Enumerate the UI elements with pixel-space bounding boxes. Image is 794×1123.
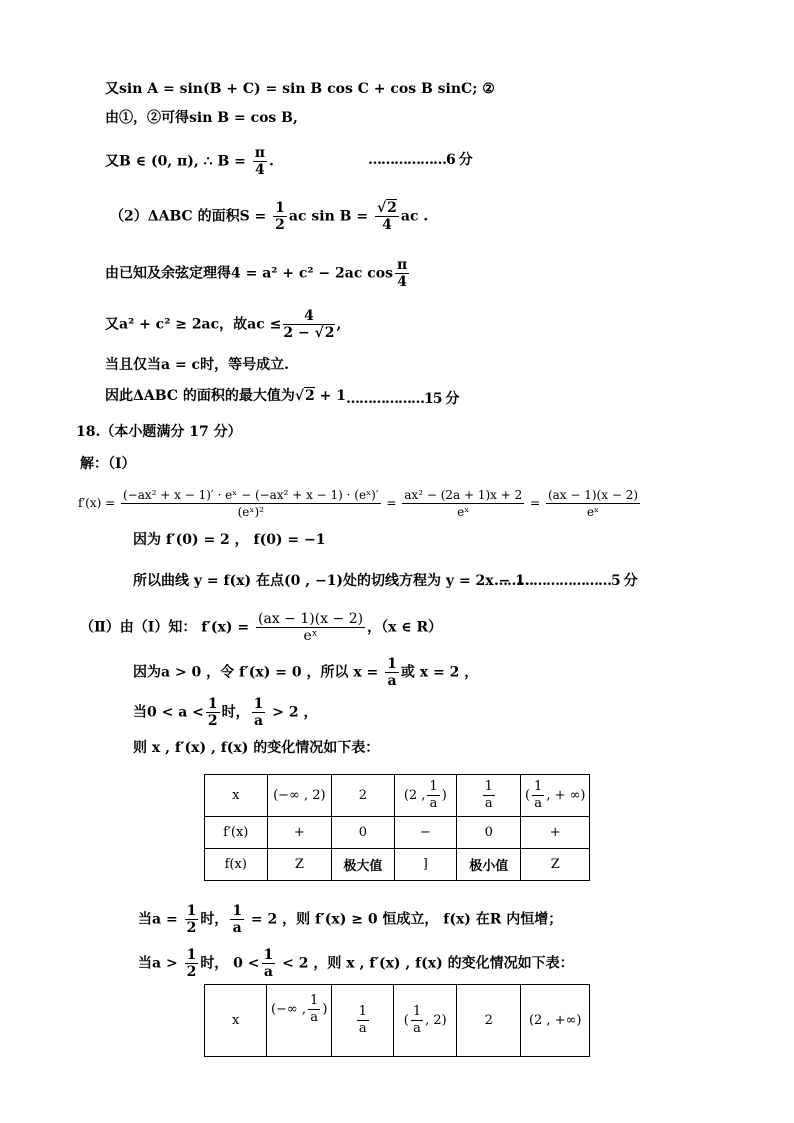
fraction-num: ax² − (2a + 1)x + 2 <box>404 488 523 502</box>
text: ( <box>524 788 531 803</box>
fraction-den: 4 <box>397 274 407 290</box>
score-6: ………………6 分 <box>368 152 472 168</box>
text: 时， <box>221 704 250 721</box>
table-cell <box>457 775 521 817</box>
table-cell: 0 <box>332 817 394 849</box>
text: 又a² + c² ≥ 2ac，故ac ≤ <box>105 316 282 333</box>
fraction-num: 1 <box>207 696 218 712</box>
table-cell: 2 <box>457 985 521 1057</box>
fraction-den: 2 <box>186 964 197 980</box>
root: 2 <box>387 200 397 216</box>
variation-table-2 <box>204 984 590 1057</box>
fraction-num: 1 <box>387 656 397 672</box>
equation-line-5 <box>105 257 411 290</box>
equation-line-19 <box>138 947 574 980</box>
score-15: ………………15 分 <box>346 391 459 407</box>
fraction-num: (−ax² + x − 1)′ · eˣ − (−ax² + x − 1) · (eˣ)′ <box>122 488 379 502</box>
text: 时， <box>200 911 229 928</box>
text: 时， 0 < <box>200 955 260 972</box>
table-cell: − <box>394 817 456 849</box>
text: 当0 < a < <box>133 704 204 721</box>
equation-line-7: 当且仅当a = c时，等号成立. <box>105 357 289 373</box>
fraction-num: 1 <box>186 903 197 919</box>
solution-label: 解：（Ⅰ） <box>80 456 136 472</box>
score-5: ………………………5 分 <box>494 573 637 589</box>
fraction-den: 4 <box>255 162 265 178</box>
text: （Ⅱ）由（Ⅰ）知： f′(x) = <box>80 619 255 636</box>
table-cell: 极大值 <box>332 849 394 881</box>
fraction-num: 1 <box>232 903 243 919</box>
fraction-den: 2 <box>275 217 285 233</box>
table-cell: 0 <box>457 817 521 849</box>
text: = <box>382 496 401 510</box>
equation-line-2: 由①，②可得sin B = cos B, <box>105 110 298 126</box>
table-cell: Z <box>267 849 332 881</box>
table-cell: f(x) <box>205 849 268 881</box>
table-cell <box>394 775 456 817</box>
root: 2 <box>324 325 335 341</box>
fraction-den: a <box>484 796 493 811</box>
table-cell: + <box>267 817 332 849</box>
equation-line-6: 又a² + c² ≥ 2ac，故ac ≤ $\frac{4}{2 - √2}$ , <box>105 308 342 341</box>
fraction-num: 1 <box>263 947 274 963</box>
fraction-num: 1 <box>412 1004 422 1019</box>
equation-line-18 <box>138 903 562 936</box>
table-cell: (2 , +∞) <box>521 985 590 1057</box>
table-cell <box>331 985 394 1057</box>
text: 又B ∈ (0, π), ∴ B = <box>105 153 251 170</box>
fraction-den: a <box>358 1021 367 1036</box>
fraction-den: a <box>387 673 397 689</box>
text: 或 x = 2 ， <box>400 664 479 681</box>
equation-line-1: 又sin A = sin(B + C) = sin B cos C + cos B sinC; ② <box>105 81 495 97</box>
text: (−∞ , <box>270 1002 307 1017</box>
table-cell: ] <box>394 849 456 881</box>
fraction-num: 1 <box>484 779 493 794</box>
text: ( <box>403 1013 409 1028</box>
fraction-num: (ax − 1)(x − 2) <box>258 611 364 627</box>
table-cell: 极小值 <box>457 849 521 881</box>
text: 当a > <box>138 955 183 972</box>
text: ，（x ∈ R） <box>367 619 443 636</box>
fraction-den: eˣ <box>586 505 600 519</box>
equation-line-16 <box>133 696 318 729</box>
text: 当a = <box>138 911 183 928</box>
equation-line-3 <box>105 145 274 178</box>
fraction-den: 2 <box>207 713 218 729</box>
table-cell: + <box>521 817 590 849</box>
fraction-den: 2 <box>186 920 197 936</box>
table-cell: (−∞ , 2) <box>267 775 332 817</box>
text: 因为a > 0 ，令 f′(x) = 0 ，所以 x = <box>133 664 384 681</box>
fraction-den: a <box>310 1010 319 1025</box>
text: 由已知及余弦定理得4 = a² + c² − 2ac cos <box>105 265 393 282</box>
fraction-num: 1 <box>429 779 438 794</box>
fraction-num: 1 <box>358 1004 367 1019</box>
table-cell: Z <box>521 849 590 881</box>
equation-line-4: （2）ΔABC 的面积S = $\frac{1}{2}$ ac sin B = $\frac{√2}{4}$ ac . <box>110 200 429 233</box>
text: , 2) <box>425 1013 447 1028</box>
table-cell <box>267 985 332 1057</box>
fraction-den: (eˣ)² <box>237 505 264 519</box>
text: ) <box>441 788 447 803</box>
text: 因此ΔABC 的面积的最大值为 <box>105 388 295 404</box>
table-cell <box>394 985 457 1057</box>
text: ac sin B = <box>288 208 373 225</box>
fraction-den: 4 <box>382 217 392 233</box>
text: 所以曲线 y = f(x) 在点(0 , −1)处的切线方程为 y = 2x − 1. <box>133 573 530 589</box>
fraction-num: 4 <box>283 308 334 325</box>
fraction-den: a <box>413 1021 421 1036</box>
equation-line-8: 因此ΔABC 的面积的最大值为√2 + 1 <box>105 388 347 404</box>
text: < 2 ，则 x , f′(x) , f(x) 的变化情况如下表： <box>277 955 574 972</box>
table-cell: x <box>205 985 267 1057</box>
fraction-num: 1 <box>253 696 264 712</box>
fraction-den: a <box>263 964 273 980</box>
variation-table-1 <box>204 774 590 881</box>
text: + 1 <box>314 388 347 404</box>
fraction-den: a <box>429 796 438 811</box>
text: （2）ΔABC 的面积S = <box>110 208 272 225</box>
fraction-num: π <box>397 257 408 273</box>
text: , + ∞) <box>546 788 586 803</box>
table-cell: x <box>205 775 268 817</box>
table-cell <box>521 775 590 817</box>
fraction-num: 1 <box>534 779 543 794</box>
text: ac . <box>400 208 429 225</box>
fraction-den: a <box>232 920 242 936</box>
fraction-num: π <box>254 145 266 161</box>
equation-line-14 <box>80 611 442 644</box>
equation-line-13 <box>133 571 530 591</box>
fraction-num: 1 <box>310 993 319 1008</box>
text: f′(x) = <box>78 496 119 510</box>
table-cell: f′(x) <box>205 817 268 849</box>
problem-heading: 18.（本小题满分 17 分） <box>76 424 242 440</box>
fraction-den: a <box>253 713 264 729</box>
text: ) <box>322 1002 328 1017</box>
derivative-line <box>78 487 642 520</box>
text: , <box>336 316 342 333</box>
fraction-den: eˣ <box>303 628 318 644</box>
fraction-num: 1 <box>186 947 197 963</box>
equation-line-17: 则 x , f′(x) , f(x) 的变化情况如下表： <box>133 740 380 756</box>
fraction-num: (ax − 1)(x − 2) <box>547 488 639 502</box>
text: = <box>526 496 544 510</box>
root: 2 <box>305 388 315 404</box>
text: . <box>269 153 274 170</box>
text: > 2 ， <box>267 704 318 721</box>
text: = 2 ，则 f′(x) ≥ 0 恒成立， f(x) 在R 内恒增； <box>246 911 563 928</box>
fraction-num: 1 <box>275 200 285 216</box>
fraction-den: a <box>534 796 543 811</box>
equation-line-15 <box>133 656 478 689</box>
equation-line-12: 因为 f′(0) = 2 ， f(0) = −1 <box>133 532 326 548</box>
fraction-den: eˣ <box>457 505 470 519</box>
table-cell: 2 <box>332 775 394 817</box>
text: (2 , <box>403 788 426 803</box>
text: 2 − <box>283 325 315 341</box>
